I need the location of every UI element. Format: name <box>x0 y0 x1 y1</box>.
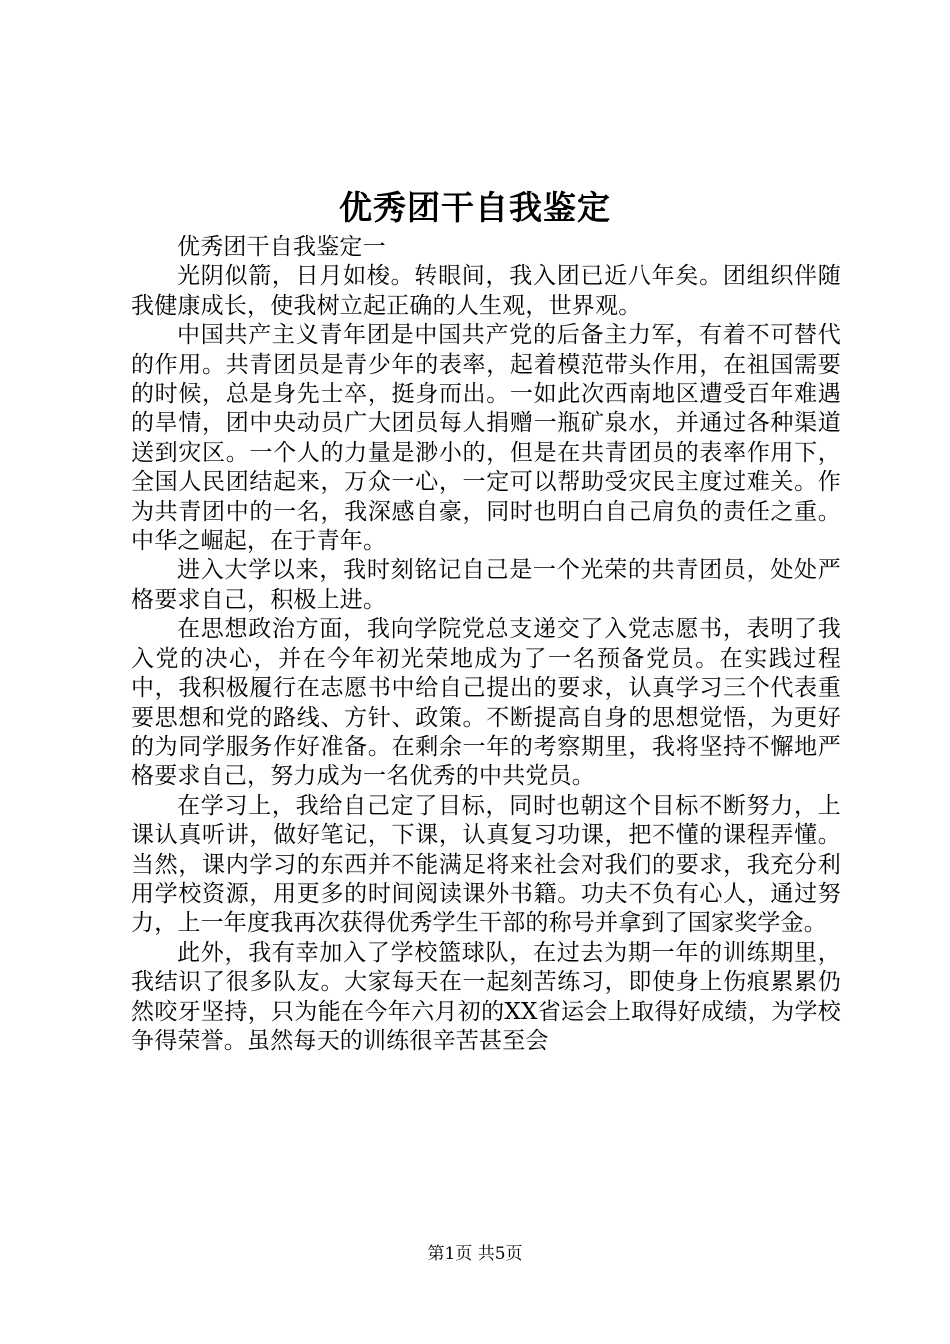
paragraph: 进入大学以来，我时刻铭记自己是一个光荣的共青团员，处处严格要求自己，积极上进。 <box>131 557 841 613</box>
paragraph: 在学习上，我给自己定了目标，同时也朝这个目标不断努力，上课认真听讲，做好笔记，下课，认真复习功课，把不懂的课程弄懂。当然，课内学习的东西并不能满足将来社会对我们的要求，我充分利用学校资源，用更多的时间阅读课外书籍。功夫不负有心人，通过努力，上一年度我再次获得优秀学生干部的称号并拿到了国家奖学金。 <box>131 792 841 937</box>
paragraph-subtitle: 优秀团干自我鉴定一 <box>177 234 386 260</box>
page-number-footer: 第1页 共5页 <box>427 1244 523 1264</box>
paragraph: 光阴似箭，日月如梭。转眼间，我入团已近八年矣。团组织伴随我健康成长，使我树立起正确的人生观，世界观。 <box>131 263 841 319</box>
paragraph: 在思想政治方面，我向学院党总支递交了入党志愿书，表明了我入党的决心，并在今年初光荣地成为了一名预备党员。在实践过程中，我积极履行在志愿书中给自己提出的要求，认真学习三个代表重要思想和党的路线、方针、政策。不断提高自身的思想觉悟，为更好的为同学服务作好准备。在剩余一年的考察期里，我将坚持不懈地严格要求自己，努力成为一名优秀的中共党员。 <box>131 616 841 790</box>
paragraph: 此外，我有幸加入了学校篮球队，在过去为期一年的训练期里，我结识了很多队友。大家每天在一起刻苦练习，即使身上伤痕累累仍然咬牙坚持，只为能在今年六月初的XX省运会上取得好成绩，为学校争得荣誉。虽然每天的训练很辛苦甚至会 <box>131 939 841 1054</box>
paragraph: 中国共产主义青年团是中国共产党的后备主力军，有着不可替代的作用。共青团员是青少年的表率，起着模范带头作用，在祖国需要的时候，总是身先士卒，挺身而出。一如此次西南地区遭受百年难遇的旱情，团中央动员广大团员每人捐赠一瓶矿泉水，并通过各种渠道送到灾区。一个人的力量是渺小的，但是在共青团员的表率作用下，全国人民团结起来，万众一心，一定可以帮助受灾民主度过难关。作为共青团中的一名，我深感自豪，同时也明白自己肩负的责任之重。中华之崛起，在于青年。 <box>131 322 841 555</box>
document-body <box>131 233 841 1056</box>
document-title: 优秀团干自我鉴定 <box>339 188 611 227</box>
